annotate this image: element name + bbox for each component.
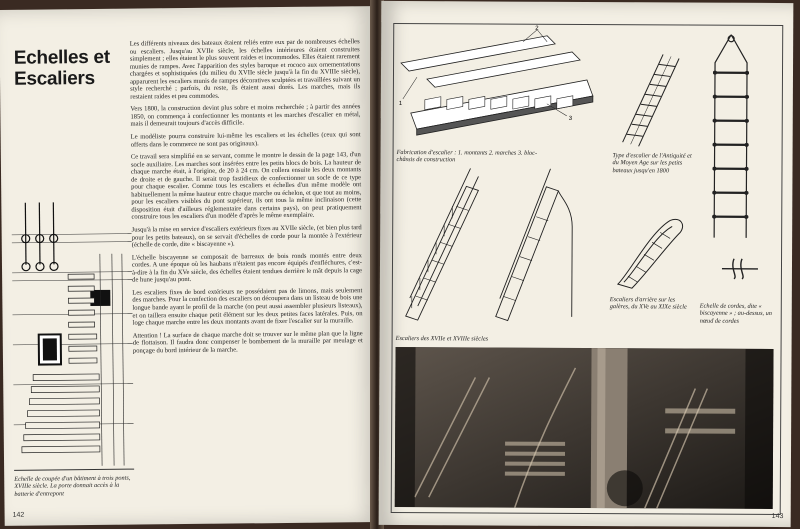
caption-escaliers-arriere: Escaliers d'arrière sur les galères, du XVe au XIXe siècle — [609, 296, 687, 311]
paragraph: Les escaliers fixes de bord extérieurs ne possédaient pas de limons, mais seulement des marches. Pour la confection des escaliers on découpera dans un listeau de bois une longue bande ayant le profil de la marche (on peut aussi assembler plusieurs listeaux), et on taillera ensuite chaque petit élément sur les deux petites faces latérales. Puis, on loge chaque marche entre les deux montants avant de fixer l'escalier sur la muraille. — [132, 287, 363, 327]
ship-gangway-illustration — [11, 194, 134, 467]
right-page — [379, 1, 794, 527]
galley-stairs-illustration — [610, 212, 690, 292]
ship-model-photo — [395, 347, 774, 509]
paragraph: Ce travail sera simplifié en se servant, comme le montre le dessin de la page 143, d'un socle auxiliaire. Les marches sont insérées entre les petits blocs de bois. La hauteur de chaque marche était, à l'origine, de 20 à 24 cm. On collera ensuite les deux montants de droite et de gauche. Il serait trop fastidieux de confectionner un socle de ce type pour chaque escalier. Comme tous les escaliers et échelles d'un même modèle ont habituellement la même hauteur entre chaque marche ou échelon, et que tout au moins, pour les escaliers visibles du pont supérieur, ils ont tous la même inclinaison (cette disposition était d'ailleurs réglementaire dans certains pays), on peut pratiquement construire tous les escaliers d'un modèle d'après le même exemplaire. — [130, 151, 362, 222]
ship-deck-photo-image — [395, 347, 774, 509]
figure-label: 1 — [398, 101, 403, 108]
page-title: Echelles et Escaliers — [13, 46, 110, 90]
paragraph: L'échelle biscayenne se composait de barreaux de bois ronds montés entre deux cordes. A une époque où les haubans n'étaient pas encore équipés d'enfléchures, c'est-à-dire à la fin du XVe siècle, des échelles étaient tendues derrière le mât depuis la cage de hune jusqu'au pont. — [131, 251, 363, 284]
caption-echelle-cordes: Echelle de cordes, dite « biscayenne » ; au-dessus, un nœud de cordes — [699, 302, 772, 325]
article-body — [130, 38, 363, 360]
caption-type-escalier: Type d'escalier de l'Antiquité et du Moyen Age sur les petits bateaux jusqu'en 1800 — [612, 152, 692, 175]
paragraph: Le modéliste pourra construire lui-même les escaliers et les échelles (ceux qui sont offerts dans le commerce ne sont pas originaux). — [130, 131, 361, 149]
rope-ladder-illustration — [700, 33, 761, 248]
paragraph: Attention ! La surface de chaque marche doit se trouver sur le même plan que la ligne de flottaison. Il faudra donc compenser le bombement de la muraille par meulage et ponçage du bord intérieur de la marche. — [132, 329, 363, 355]
left-page — [0, 6, 377, 526]
paragraph: Jusqu'à la mise en service d'escaliers extérieurs fixes au XVIIe siècle, (et bien plus tard pour les petits bateaux), on se servait d'échelles de corde pour la montée à l'extérieur (échelle de corde, dite « biscayenne »). — [131, 224, 362, 249]
figure-label: 2 — [535, 25, 539, 32]
figure-label: 3 — [568, 115, 573, 122]
stair-fabrication-illustration — [397, 23, 608, 144]
baroque-staircases-illustration — [396, 166, 597, 327]
paragraph: Les différents niveaux des bateaux étaient reliés entre eux par de nombreuses échelles ou escaliers. Jusqu'au XVIIe siècle, les échelles intérieures étaient construites simplement ; elles étaient le plus souvent raides et incommodes. Elles étaient rarement munies de rampes. Avec l'apparition des styles baroque et rococo aux ornementations chargées et sophistiquées (du milieu du XVIIe siècle jusqu'à la fin du XVIIIe siècle), apparurent les escaliers munis de rampes décoratives sculptées et travaillées suivant un style recherché ; parfois, du reste, ils étaient aussi dorés. Les marches, mais ils restaient raides et peu commodes. — [129, 38, 361, 101]
caption-escaliers-17-18: Escaliers des XVIIe et XVIIIe siècles — [395, 335, 489, 343]
simple-ladder-illustration — [613, 52, 693, 147]
page-number: 142 — [12, 511, 25, 519]
caption-fabrication: Fabrication d'escalier : 1. montants 2. marches 3. bloc-châssis de construction — [396, 149, 538, 164]
figure-caption: Echelle de coupée d'un bâtiment à trois ponts, XVIIIe siècle. La porte donnait accès à la batterie d'entrepont — [14, 474, 131, 498]
paragraph: Vers 1800, la construction devint plus sobre et moins recherchée ; à partir des années 1850, on commença à confectionner les montants et les marches d'escalier en métal, mais il demeurait toujours d'accès difficile. — [130, 103, 361, 129]
rope-knot-icon — [720, 255, 760, 281]
page-number: 143 — [771, 512, 784, 521]
caption-divider — [14, 469, 134, 471]
